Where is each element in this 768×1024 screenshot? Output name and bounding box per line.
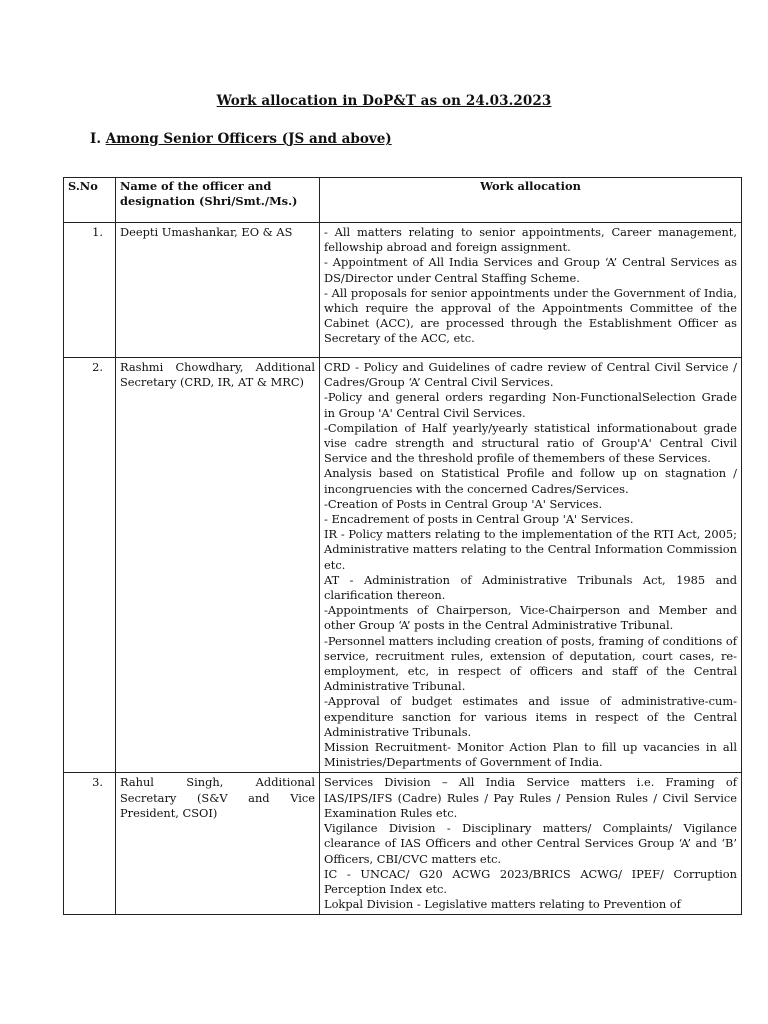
work-item: -Policy and general orders regarding Non-FunctionalSelection Grade in Group 'A' Central Civil Services.	[324, 390, 737, 420]
work-item: -Personnel matters including creation of posts, framing of conditions of service, recruitment rules, extension of deputation, court cases, re-employment, etc, in respect of officers and staff of the Central Administrative Tribunal.	[324, 633, 737, 694]
row-sno: 2.	[64, 358, 116, 773]
work-item: CRD - Policy and Guidelines of cadre review of Central Civil Service / Cadres/Group ‘A’ Central Civil Services.	[324, 360, 737, 390]
work-item: Lokpal Division - Legislative matters relating to Prevention of	[324, 897, 681, 912]
row-sno: 1.	[64, 223, 116, 358]
header-sno: S.No	[64, 178, 116, 223]
document-title: Work allocation in DoP&T as on 24.03.2023	[216, 93, 552, 109]
work-item: -Compilation of Half yearly/yearly statistical informationabout grade vise cadre strength and structural ratio of Group'A' Central Civil Service and the threshold profile of themembers of these Services.	[324, 420, 737, 466]
table-header-row	[64, 178, 742, 223]
row-officer-name: Deepti Umashankar, EO & AS	[116, 223, 320, 358]
section-number: I.	[90, 131, 102, 147]
work-item: Services Division – All India Service matters i.e. Framing of IAS/IPS/IFS (Cadre) Rules / Pay Rules / Pension Rules / Civil Service Examination Rules etc.	[324, 775, 737, 820]
section-heading	[90, 131, 392, 147]
table-row	[64, 358, 742, 773]
section-title: Among Senior Officers (JS and above)	[105, 131, 392, 147]
work-item: IR - Policy matters relating to the implementation of the RTI Act, 2005; Administrative matters relating to the Central Information Commission etc.	[324, 527, 737, 572]
row-work-allocation	[320, 358, 742, 773]
table-row	[64, 773, 742, 915]
work-item: AT - Administration of Administrative Tribunals Act, 1985 and clarification thereon.	[324, 572, 737, 603]
row-officer-name: Rahul Singh, Additional Secretary (S&V and Vice President, CSOI)	[116, 773, 320, 915]
work-item: Vigilance Division - Disciplinary matters/ Complaints/ Vigilance clearance of IAS Officers and other Central Services Group ‘A’ and ‘B’ Officers, CBI/CVC matters etc.	[324, 821, 737, 866]
row-work-allocation	[320, 223, 742, 358]
work-item: - Appointment of All India Services and Group ‘A’ Central Services as DS/Director under Central Staffing Scheme.	[324, 255, 737, 285]
work-item: Analysis based on Statistical Profile and follow up on stagnation / incongruencies with the concerned Cadres/Services.	[324, 466, 737, 496]
row-work-allocation	[320, 773, 742, 915]
work-item: -Creation of Posts in Central Group 'A' Services.	[324, 496, 603, 511]
table-row	[64, 223, 742, 358]
header-work: Work allocation	[320, 178, 742, 223]
header-name: Name of the officer and designation (Shri/Smt./Ms.)	[116, 178, 320, 223]
work-item: Mission Recruitment- Monitor Action Plan to fill up vacancies in all Ministries/Departments of Government of India.	[324, 740, 737, 770]
work-item: -Approval of budget estimates and issue of administrative-cum-expenditure sanction for various items in respect of the Central Administrative Tribunals.	[324, 694, 737, 739]
row-sno: 3.	[64, 773, 116, 915]
work-item: IC - UNCAC/ G20 ACWG 2023/BRICS ACWG/ IPEF/ Corruption Perception Index etc.	[324, 866, 737, 896]
work-item: -Appointments of Chairperson, Vice-Chairperson and Member and other Group ‘A’ posts in the Central Administrative Tribunal.	[324, 603, 737, 633]
work-allocation-table	[63, 177, 742, 915]
row-officer-name: Rashmi Chowdhary, Additional Secretary (CRD, IR, AT & MRC)	[116, 358, 320, 773]
work-item: - All matters relating to senior appointments, Career management, fellowship abroad and foreign assignment.	[324, 225, 737, 255]
work-item: - Encadrement of posts in Central Group 'A' Services.	[324, 512, 634, 527]
work-item: - All proposals for senior appointments under the Government of India, which require the approval of the Appointments Committee of the Cabinet (ACC), are processed through the Establishment Officer as Secretary of the ACC, etc.	[324, 285, 737, 346]
